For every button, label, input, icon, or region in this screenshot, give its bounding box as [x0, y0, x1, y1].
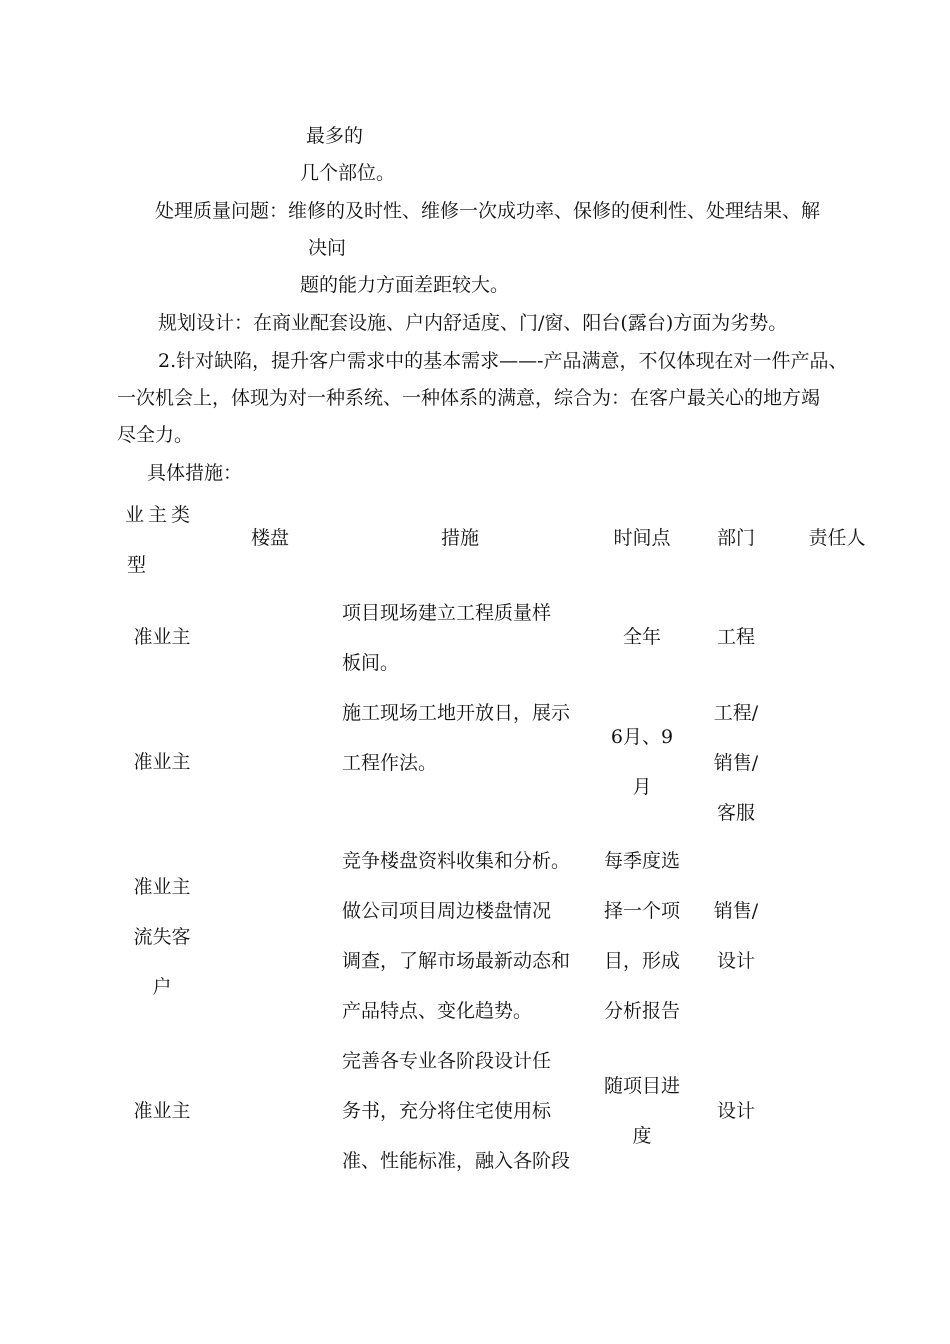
text-line: 处理质量问题：维修的及时性、维修一次成功率、保修的便利性、处理结果、解 [155, 200, 821, 222]
text-line: 决问 [308, 237, 347, 259]
text-line: 题的能力方面差距较大。 [300, 274, 510, 296]
row4-type: 准业主 [133, 1100, 191, 1122]
row1-measures [342, 588, 592, 688]
row3-measures-line: 产品特点、变化趋势。 [342, 1000, 533, 1022]
row3-dept-line: 销售/ [713, 900, 759, 922]
row3-time-line: 每季度选 [603, 850, 680, 872]
row2-type: 准业主 [133, 751, 191, 773]
row3-measures-line: 竞争楼盘资料收集和分析。 [342, 850, 571, 872]
row3-measures [342, 836, 592, 1036]
row3-time [600, 836, 684, 1036]
row1-time: 全年 [622, 626, 661, 648]
row4-dept: 设计 [716, 1100, 755, 1122]
text-line: 一次机会上，体现为对一种系统、一种体系的满意，综合为：在客户最关心的地方竭 [117, 387, 821, 409]
row2-dept [700, 688, 772, 838]
row1-type: 准业主 [133, 626, 191, 648]
text-line: 几个部位。 [300, 162, 396, 184]
row3-type-line: 流失客 [133, 926, 191, 948]
header-estate: 楼盘 [250, 527, 289, 549]
row2-measures-line: 施工现场工地开放日，展示 [342, 702, 571, 724]
row2-dept-line: 客服 [716, 802, 755, 824]
header-owner-type [125, 490, 205, 590]
row3-type [122, 862, 202, 1012]
row4-time-line: 随项目进 [603, 1075, 680, 1097]
row2-time-line: 月 [632, 776, 652, 798]
row2-dept-line: 工程/ [713, 702, 759, 724]
text-line: 规划设计：在商业配套设施、户内舒适度、门/窗、阳台(露台)方面为劣势。 [158, 312, 788, 334]
row4-measures-line: 完善各专业各阶段设计任 [342, 1050, 552, 1072]
row3-time-line: 分析报告 [603, 1000, 680, 1022]
text-line: 最多的 [306, 125, 364, 147]
text-line: 具体措施： [147, 462, 243, 484]
header-owner-type-line1: 业主类 [125, 504, 195, 526]
text-line: 尽全力。 [117, 424, 194, 446]
row3-measures-line: 做公司项目周边楼盘情况 [342, 900, 552, 922]
row2-time-line: 6月、9 [610, 726, 674, 748]
row1-measures-line: 项目现场建立工程质量样 [342, 602, 552, 624]
text-line: 2.针对缺陷，提升客户需求中的基本需求——-产品满意，不仅体现在对一件产品、 [158, 350, 848, 372]
header-owner: 责任人 [808, 527, 866, 549]
header-dept: 部门 [716, 527, 755, 549]
header-owner-type-line2: 型 [127, 554, 151, 576]
row3-type-line: 户 [152, 976, 172, 998]
row1-dept: 工程 [716, 626, 755, 648]
row3-dept-line: 设计 [716, 950, 755, 972]
row1-measures-line: 板间。 [342, 652, 400, 674]
row3-type-line: 准业主 [133, 876, 191, 898]
row2-dept-line: 销售/ [713, 752, 759, 774]
row2-measures-line: 工程作法。 [342, 752, 438, 774]
row2-time [600, 712, 684, 812]
header-measures: 措施 [440, 527, 479, 549]
row4-measures-line: 务书，充分将住宅使用标 [342, 1100, 552, 1122]
row2-measures [342, 688, 592, 788]
header-time: 时间点 [613, 527, 671, 549]
row4-time-line: 度 [632, 1125, 652, 1147]
row3-time-line: 择一个项 [603, 900, 680, 922]
row4-measures [342, 1036, 592, 1186]
row4-measures-line: 准、性能标准，融入各阶段 [342, 1150, 571, 1172]
row3-time-line: 目，形成 [603, 950, 680, 972]
row3-measures-line: 调查，了解市场最新动态和 [342, 950, 571, 972]
row4-time [600, 1061, 684, 1161]
row3-dept [700, 886, 772, 986]
